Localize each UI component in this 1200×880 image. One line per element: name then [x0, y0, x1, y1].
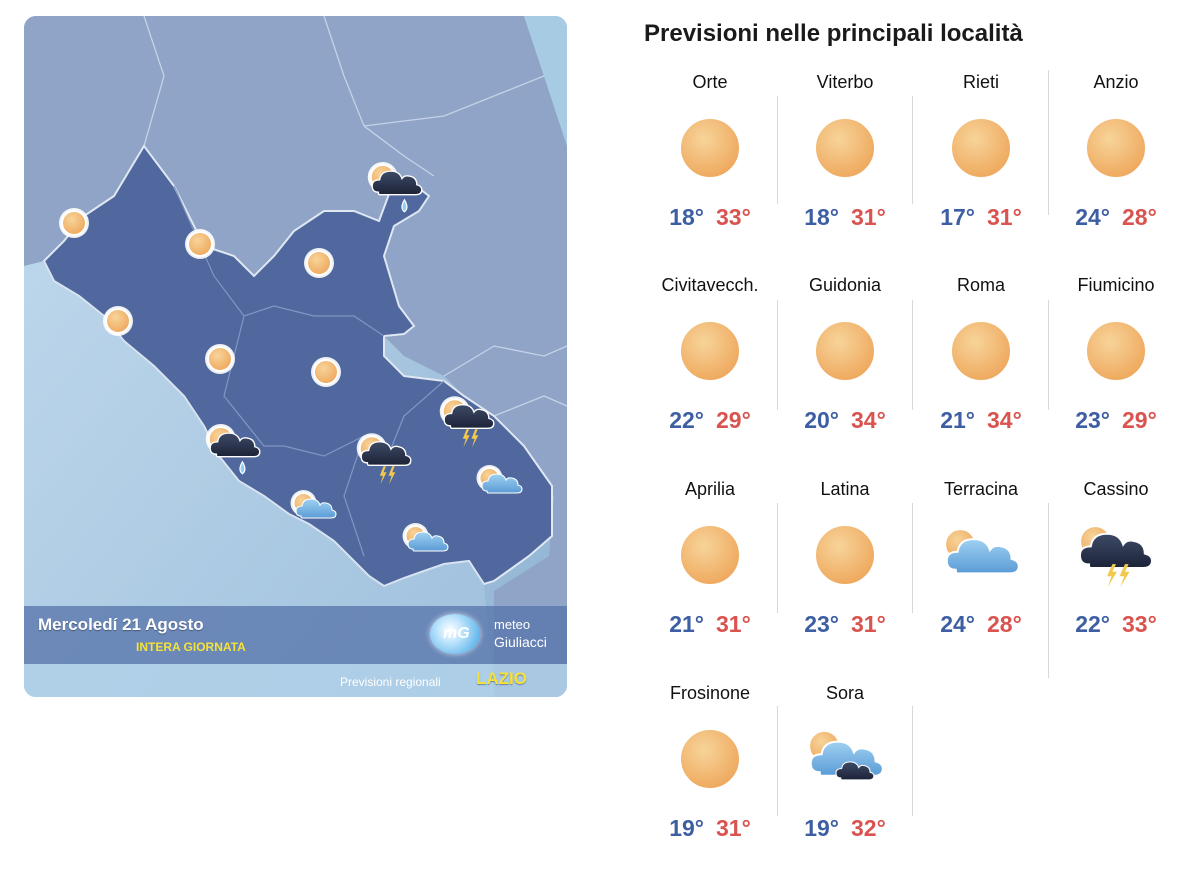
- sun-icon: [643, 110, 777, 186]
- min-temperature: 22°: [669, 407, 704, 433]
- regional-forecast-map: [24, 16, 567, 697]
- temperature-range: [643, 204, 777, 231]
- sun-icon: [1049, 313, 1183, 389]
- map-sun-icon: [54, 203, 94, 248]
- location-name: Aprilia: [684, 479, 736, 499]
- min-temperature: 19°: [669, 815, 704, 841]
- location-name: Terracina: [943, 479, 1019, 499]
- column-divider: [912, 503, 913, 613]
- location-name: Orte: [692, 72, 728, 92]
- min-temperature: 24°: [1075, 204, 1110, 230]
- map-sun-icon: [299, 243, 339, 288]
- column-divider: [912, 300, 913, 410]
- max-temperature: 29°: [716, 407, 751, 433]
- max-temperature: 31°: [716, 815, 751, 841]
- location-name: Cassino: [1083, 479, 1149, 499]
- max-temperature: 33°: [1122, 611, 1157, 637]
- location-name: Fiumicino: [1077, 275, 1155, 295]
- location-name: Latina: [820, 479, 870, 499]
- location-card[interactable]: [643, 677, 777, 880]
- column-divider: [1048, 503, 1049, 678]
- location-card[interactable]: [778, 269, 912, 472]
- sun-icon: [1049, 110, 1183, 186]
- location-card[interactable]: [778, 473, 912, 676]
- sun-icon: [778, 110, 912, 186]
- temperature-range: [914, 407, 1048, 434]
- column-divider: [1048, 300, 1049, 410]
- sun-icon: [778, 313, 912, 389]
- location-name: Rieti: [962, 72, 999, 92]
- map-sun-cloud-rain-icon: [204, 421, 266, 486]
- column-divider: [777, 96, 778, 204]
- min-temperature: 21°: [669, 611, 704, 637]
- temperature-range: [778, 611, 912, 638]
- location-name: Roma: [956, 275, 1005, 295]
- max-temperature: 32°: [851, 815, 886, 841]
- column-divider: [777, 300, 778, 410]
- location-card[interactable]: [778, 66, 912, 269]
- max-temperature: 31°: [851, 204, 886, 230]
- location-name: Civitavecch.: [661, 275, 759, 295]
- temperature-range: [1049, 204, 1183, 231]
- temperature-range: [643, 407, 777, 434]
- location-name: Anzio: [1093, 72, 1139, 92]
- map-thunderstorm-icon: [438, 392, 500, 457]
- map-sun-icon: [180, 224, 220, 269]
- sun-icon: [643, 721, 777, 797]
- min-temperature: 22°: [1075, 611, 1110, 637]
- forecast-date: Mercoledí 21 Agosto: [38, 615, 204, 634]
- map-sun-cloud-rain-icon: [366, 159, 428, 224]
- location-name: Viterbo: [816, 72, 874, 92]
- logo-badge: [430, 614, 480, 654]
- temperature-range: [643, 815, 777, 842]
- sun-icon: [778, 517, 912, 593]
- temperature-range: [914, 204, 1048, 231]
- location-card[interactable]: [1049, 473, 1183, 676]
- location-card[interactable]: [643, 269, 777, 472]
- map-sun-cloud-icon: [402, 518, 452, 573]
- max-temperature: 28°: [1122, 204, 1157, 230]
- thunderstorm-icon: [1049, 517, 1183, 593]
- map-sun-icon: [306, 352, 346, 397]
- temperature-range: [914, 611, 1048, 638]
- min-temperature: 18°: [669, 204, 704, 230]
- map-sun-cloud-icon: [290, 485, 340, 540]
- column-divider: [912, 96, 913, 204]
- temperature-range: [778, 407, 912, 434]
- min-temperature: 18°: [804, 204, 839, 230]
- sun-icon: [643, 517, 777, 593]
- column-divider: [777, 706, 778, 816]
- location-name: Sora: [825, 683, 865, 703]
- temperature-range: [1049, 407, 1183, 434]
- min-temperature: 20°: [804, 407, 839, 433]
- min-temperature: 24°: [940, 611, 975, 637]
- column-divider: [912, 706, 913, 816]
- max-temperature: 28°: [987, 611, 1022, 637]
- location-name: Guidonia: [808, 275, 882, 295]
- logo-text-giuliacci: Giuliacci: [494, 634, 547, 650]
- temperature-range: [1049, 611, 1183, 638]
- temperature-range: [778, 815, 912, 842]
- map-footer: [24, 664, 567, 697]
- min-temperature: 23°: [1075, 407, 1110, 433]
- location-card[interactable]: [1049, 269, 1183, 472]
- column-divider: [777, 503, 778, 613]
- location-name: Frosinone: [669, 683, 751, 703]
- max-temperature: 31°: [987, 204, 1022, 230]
- location-card[interactable]: [914, 66, 1048, 269]
- max-temperature: 34°: [851, 407, 886, 433]
- forecast-period: INTERA GIORNATA: [136, 640, 246, 654]
- location-card[interactable]: [914, 473, 1048, 676]
- section-title: Previsioni nelle principali località: [644, 20, 1023, 47]
- min-temperature: 19°: [804, 815, 839, 841]
- max-temperature: 34°: [987, 407, 1022, 433]
- temperature-range: [778, 204, 912, 231]
- sun-clouds-icon: [778, 721, 912, 797]
- sun-icon: [643, 313, 777, 389]
- max-temperature: 31°: [851, 611, 886, 637]
- location-card[interactable]: [778, 677, 912, 880]
- footer-label: Previsioni regionali: [340, 675, 441, 689]
- max-temperature: 33°: [716, 204, 751, 230]
- max-temperature: 29°: [1122, 407, 1157, 433]
- logo-mark: mG: [443, 625, 470, 642]
- map-thunderstorm-icon: [355, 429, 417, 494]
- map-sun-cloud-icon: [476, 460, 526, 515]
- sun-cloud-icon: [914, 517, 1048, 593]
- logo-text-meteo: meteo: [494, 617, 531, 632]
- location-card[interactable]: [643, 473, 777, 676]
- min-temperature: 23°: [804, 611, 839, 637]
- min-temperature: 21°: [940, 407, 975, 433]
- map-terrain: [24, 16, 567, 697]
- map-sun-icon: [200, 339, 240, 384]
- location-card[interactable]: [643, 66, 777, 269]
- temperature-range: [643, 611, 777, 638]
- location-card[interactable]: [1049, 66, 1183, 269]
- min-temperature: 17°: [940, 204, 975, 230]
- sun-icon: [914, 110, 1048, 186]
- location-card[interactable]: [914, 269, 1048, 472]
- sun-icon: [914, 313, 1048, 389]
- meteo-giuliacci-logo: [428, 608, 558, 660]
- column-divider: [1048, 70, 1049, 215]
- region-name: LAZIO: [476, 669, 527, 688]
- max-temperature: 31°: [716, 611, 751, 637]
- map-sun-icon: [98, 301, 138, 346]
